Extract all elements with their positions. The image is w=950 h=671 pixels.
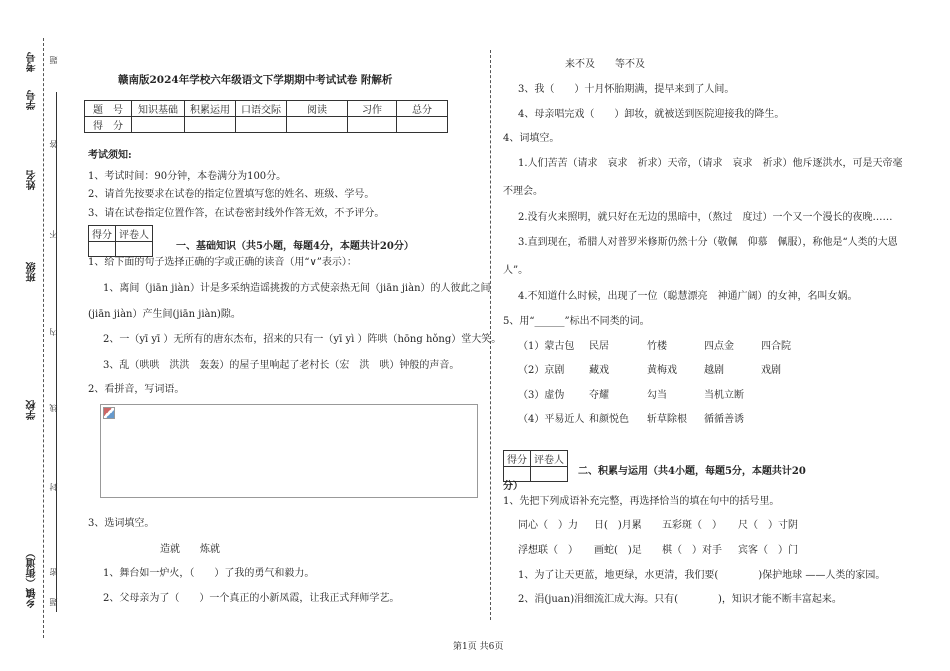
grader-reviewer-label: 评卷人 — [116, 226, 153, 242]
section2-title-cont: 分） — [503, 481, 523, 492]
grader-reviewer-cell — [531, 467, 568, 482]
label-kaohao: 考号 — [27, 52, 38, 72]
label-xingming: 姓名 — [27, 170, 38, 190]
label-banji: 班级 — [27, 262, 38, 282]
idiom-blank: 尺（ ）寸阴 — [738, 520, 798, 531]
question-4-4: 4.不知道什么时候，出现了一位（聪慧漂亮 神通广阔）的女神，名叫女娲。 — [518, 291, 858, 302]
question-4-3-cont: 人”。 — [503, 265, 529, 276]
q5-word: 四点金 — [704, 341, 734, 352]
question-5: 5、用“______”标出不同类的词。 — [503, 316, 650, 327]
score-row-label: 得 分 — [85, 117, 132, 133]
q5-word: （1）蒙古包 — [518, 341, 575, 352]
question-3-word-options: 造就 炼就 — [160, 544, 220, 555]
question-4-2: 2.没有火来照明，就只好在无边的黑暗中，（熬过 度过）一个又一个漫长的夜晚…… — [518, 212, 893, 223]
grader-reviewer-label: 评卷人 — [531, 451, 568, 467]
note-item: 1、考试时间：90分钟，本卷满分为100分。 — [88, 171, 287, 182]
section2-sentence-1: 1、为了让天更蓝，地更绿，水更清，我们要( )保护地球 ——人类的家园。 — [518, 570, 886, 581]
seal-char-ti: 题 — [49, 56, 58, 64]
grader-box — [88, 225, 153, 257]
grader-score-label: 得分 — [504, 451, 531, 467]
score-header-cell: 口语交际 — [236, 101, 287, 117]
label-xuexiao: 学校 — [27, 400, 38, 420]
idiom-blank: 宾客（ ）门 — [738, 545, 798, 556]
q5-word: 戏剧 — [761, 365, 781, 376]
notes-heading: 考试须知: — [88, 150, 132, 161]
seal-char-xian: 线 — [49, 404, 58, 412]
right-item-3: 3、我（ ）十月怀胎期满，提早来到了人间。 — [518, 84, 735, 95]
score-cell — [132, 117, 185, 133]
q5-word: 黄梅戏 — [647, 365, 677, 376]
q5-word: 当机立断 — [704, 390, 744, 401]
q5-word: （3）虚伪 — [518, 390, 565, 401]
score-cell — [348, 117, 397, 133]
grader-score-label: 得分 — [89, 226, 116, 242]
seal-char-mi: 密 — [49, 568, 58, 576]
question-4-1: 1.人们苦苦（请求 哀求 祈求）天帝，（请求 哀求 祈求）他斥逐洪水，可是天帝毫 — [518, 158, 903, 169]
right-item-4: 4、母亲唱完戏（ ）卸妆，就被送到医院迎接我的降生。 — [518, 109, 785, 120]
score-header-cell: 习作 — [348, 101, 397, 117]
note-item: 2、请首先按要求在试卷的指定位置填写您的姓名、班级、学号。 — [88, 189, 375, 200]
question-1-3: 3、乱（哄哄 洪洪 轰轰）的屋子里响起了老村长（宏 洪 哄）钟般的声音。 — [103, 360, 460, 371]
broken-image-icon — [103, 407, 115, 419]
right-word-options: 来不及 等不及 — [565, 59, 645, 70]
question-3: 3、选词填空。 — [88, 518, 155, 529]
score-header-cell: 积累运用 — [185, 101, 236, 117]
score-header-cell: 知识基础 — [132, 101, 185, 117]
section1-title: 一、基础知识（共5小题，每题4分，本题共计20分） — [176, 241, 414, 252]
seal-char-feng: 封 — [49, 483, 58, 491]
q5-word: 藏戏 — [589, 365, 609, 376]
q5-word: 四合院 — [761, 341, 791, 352]
score-cell — [397, 117, 448, 133]
seal-char-bu: 不 — [49, 230, 58, 238]
q5-word: 和颜悦色 — [589, 414, 629, 425]
section2-question-1: 1、先把下列成语补充完整，再选择恰当的填在句中的括号里。 — [503, 496, 780, 507]
exam-title: 赣南版2024年学校六年级语文下学期期中考试试卷 附解析 — [118, 74, 393, 86]
idiom-blank: 浮想联（ ） — [518, 545, 578, 556]
pinyin-image-box — [100, 404, 478, 498]
question-2: 2、看拼音，写词语。 — [88, 384, 185, 395]
question-4-3: 3.直到现在，希腊人对普罗米修斯仍然十分（敬佩 仰慕 佩服），称他是“人类的大恩 — [518, 237, 898, 248]
question-1-1-cont: (jiān jiàn）产生间(jiān jiàn)隙。 — [88, 309, 241, 320]
grader-box-section2 — [503, 450, 568, 482]
score-cell — [236, 117, 287, 133]
score-table-header-row — [85, 101, 448, 117]
question-3-2: 2、父母亲为了（ ）一个真正的小新凤霞，让我正式拜师学艺。 — [103, 593, 400, 604]
seal-char-ti-bottom: 题 — [49, 598, 58, 606]
score-table — [84, 100, 448, 133]
q5-word: 民居 — [589, 341, 609, 352]
q5-word: 斩草除根 — [647, 414, 687, 425]
seal-char-nei: 内 — [49, 328, 58, 336]
grader-score-cell — [89, 242, 116, 257]
score-header-cell: 题 号 — [85, 101, 132, 117]
page-footer: 第1页 共6页 — [453, 642, 504, 652]
seal-char-da: 答 — [49, 140, 58, 148]
question-1-2: 2、一（yī yī ）无所有的唐东杰布，招来的只有一（yī yì ）阵哄（hōng hǒng）堂大笑。 — [103, 334, 502, 345]
score-cell — [185, 117, 236, 133]
section2-sentence-2: 2、涓(juan)涓细流汇成大海。只有( )，知识才能不断丰富起来。 — [518, 594, 842, 605]
label-xiangzhen: 乡镇（街道） — [27, 548, 38, 608]
idiom-blank: 日( )月累 — [594, 520, 642, 531]
idiom-blank: 棋（ ）对手 — [662, 545, 722, 556]
idiom-blank: 五彩斑（ ） — [662, 520, 722, 531]
label-xuehao: 学号 — [27, 90, 38, 110]
score-table-score-row — [85, 117, 448, 133]
q5-word: 越剧 — [704, 365, 724, 376]
q5-word: 竹楼 — [647, 341, 667, 352]
binding-dashed-line — [43, 38, 44, 638]
q5-word: 夺耀 — [589, 390, 609, 401]
idiom-blank: 画蛇( )足 — [594, 545, 642, 556]
binding-solid-line — [56, 92, 57, 612]
score-cell — [287, 117, 348, 133]
q5-word: （4）平易近人 — [518, 414, 585, 425]
q5-word: 勾当 — [647, 390, 667, 401]
question-1-1: 1、离间（jiān jiàn）计是多采纳造谣挑拨的方式使亲热无间（jiān jiàn）的人彼此之间 — [103, 283, 491, 294]
q5-word: （2）京剧 — [518, 365, 565, 376]
grader-reviewer-cell — [116, 242, 153, 257]
question-1: 1、给下面的句子选择正确的字或正确的读音（用“∨”表示）： — [88, 257, 357, 268]
question-4: 4、词填空。 — [503, 133, 560, 144]
idiom-blank: 同心（ ）力 — [518, 520, 578, 531]
score-header-cell: 阅读 — [287, 101, 348, 117]
question-3-1: 1、舞台如一炉火，（ ）了我的勇气和毅力。 — [103, 568, 315, 579]
note-item: 3、请在试卷指定位置作答，在试卷密封线外作答无效，不予评分。 — [88, 208, 385, 219]
q5-word: 循循善诱 — [704, 414, 744, 425]
question-4-1-cont: 不理会。 — [503, 186, 543, 197]
score-header-cell: 总分 — [397, 101, 448, 117]
section2-title: 二、积累与运用（共4小题，每题5分，本题共计20 — [578, 466, 806, 477]
